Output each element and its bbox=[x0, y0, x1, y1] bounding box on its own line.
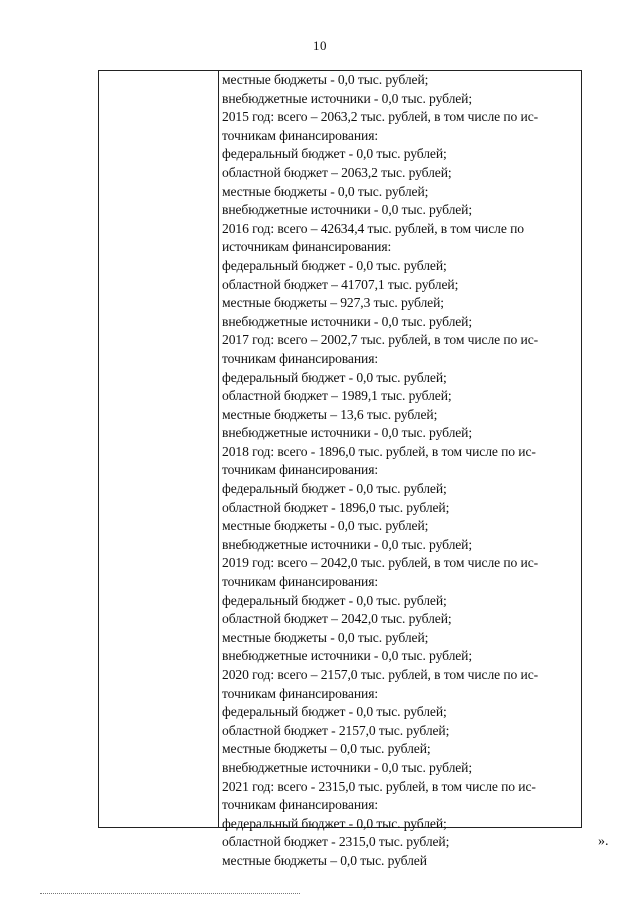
text-line: 2020 год: всего – 2157,0 тыс. рублей, в том числе по ис- bbox=[222, 667, 539, 682]
text-line: местные бюджеты - 0,0 тыс. рублей; bbox=[222, 518, 429, 534]
text-line: внебюджетные источники - 0,0 тыс. рублей; bbox=[222, 759, 473, 775]
text-line: местные бюджеты - 0,0 тыс. рублей; bbox=[222, 72, 429, 87]
text-line: областной бюджет – 2063,2 тыс. рублей; bbox=[222, 164, 452, 180]
text-line: областной бюджет – 1989,1 тыс. рублей; bbox=[222, 388, 452, 404]
text-line: точникам финансирования: bbox=[222, 127, 379, 143]
text-line: внебюджетные источники - 0,0 тыс. рублей; bbox=[222, 648, 473, 664]
text-line: федеральный бюджет - 0,0 тыс. рублей; bbox=[222, 592, 447, 608]
text-line: местные бюджеты - 0,0 тыс. рублей; bbox=[222, 183, 429, 199]
text-line: местные бюджеты – 0,0 тыс. рублей bbox=[222, 852, 427, 868]
text-line: 2018 год: всего - 1896,0 тыс. рублей, в том числе по ис- bbox=[222, 443, 536, 459]
text-line: областной бюджет – 41707,1 тыс. рублей; bbox=[222, 276, 459, 292]
text-line: областной бюджет - 1896,0 тыс. рублей; bbox=[222, 499, 450, 515]
text-line: точникам финансирования: bbox=[222, 350, 379, 366]
text-line: федеральный бюджет - 0,0 тыс. рублей; bbox=[222, 146, 447, 162]
table-cell-financing-text bbox=[222, 71, 578, 871]
text-line: точникам финансирования: bbox=[222, 685, 379, 701]
closing-quote: ». bbox=[598, 834, 609, 849]
text-line: областной бюджет - 2157,0 тыс. рублей; bbox=[222, 722, 450, 738]
text-line: местные бюджеты – 13,6 тыс. рублей; bbox=[222, 406, 438, 422]
text-line: 2019 год: всего – 2042,0 тыс. рублей, в том числе по ис- bbox=[222, 555, 539, 571]
text-line: местные бюджеты – 927,3 тыс. рублей; bbox=[222, 295, 444, 311]
text-line: федеральный бюджет - 0,0 тыс. рублей; bbox=[222, 481, 447, 497]
text-line: федеральный бюджет - 0,0 тыс. рублей; bbox=[222, 815, 447, 831]
text-line: внебюджетные источники - 0,0 тыс. рублей; bbox=[222, 90, 473, 106]
bottom-scan-rule bbox=[40, 893, 300, 894]
text-line: внебюджетные источники - 0,0 тыс. рублей; bbox=[222, 313, 473, 329]
page-number: 10 bbox=[313, 38, 327, 53]
text-line: 2016 год: всего – 42634,4 тыс. рублей, в том числе по bbox=[222, 220, 524, 236]
text-line: местные бюджеты – 0,0 тыс. рублей; bbox=[222, 741, 431, 757]
text-line: федеральный бюджет - 0,0 тыс. рублей; bbox=[222, 704, 447, 720]
text-line: точникам финансирования: bbox=[222, 797, 379, 813]
text-line: 2021 год: всего - 2315,0 тыс. рублей, в том числе по ис- bbox=[222, 778, 536, 794]
text-line: 2015 год: всего – 2063,2 тыс. рублей, в том числе по ис- bbox=[222, 109, 539, 125]
text-line: областной бюджет – 2042,0 тыс. рублей; bbox=[222, 611, 452, 627]
table-column-divider bbox=[218, 70, 219, 828]
text-line: внебюджетные источники - 0,0 тыс. рублей; bbox=[222, 536, 473, 552]
text-line: федеральный бюджет - 0,0 тыс. рублей; bbox=[222, 257, 447, 273]
text-line: внебюджетные источники - 0,0 тыс. рублей; bbox=[222, 425, 473, 441]
text-line: федеральный бюджет - 0,0 тыс. рублей; bbox=[222, 369, 447, 385]
text-line: точникам финансирования: bbox=[222, 462, 379, 478]
text-line: источникам финансирования: bbox=[222, 239, 392, 255]
text-line: областной бюджет - 2315,0 тыс. рублей; bbox=[222, 834, 450, 850]
text-line: точникам финансирования: bbox=[222, 574, 379, 590]
text-line: местные бюджеты - 0,0 тыс. рублей; bbox=[222, 629, 429, 645]
text-line: 2017 год: всего – 2002,7 тыс. рублей, в том числе по ис- bbox=[222, 332, 539, 348]
text-line: внебюджетные источники - 0,0 тыс. рублей; bbox=[222, 202, 473, 218]
